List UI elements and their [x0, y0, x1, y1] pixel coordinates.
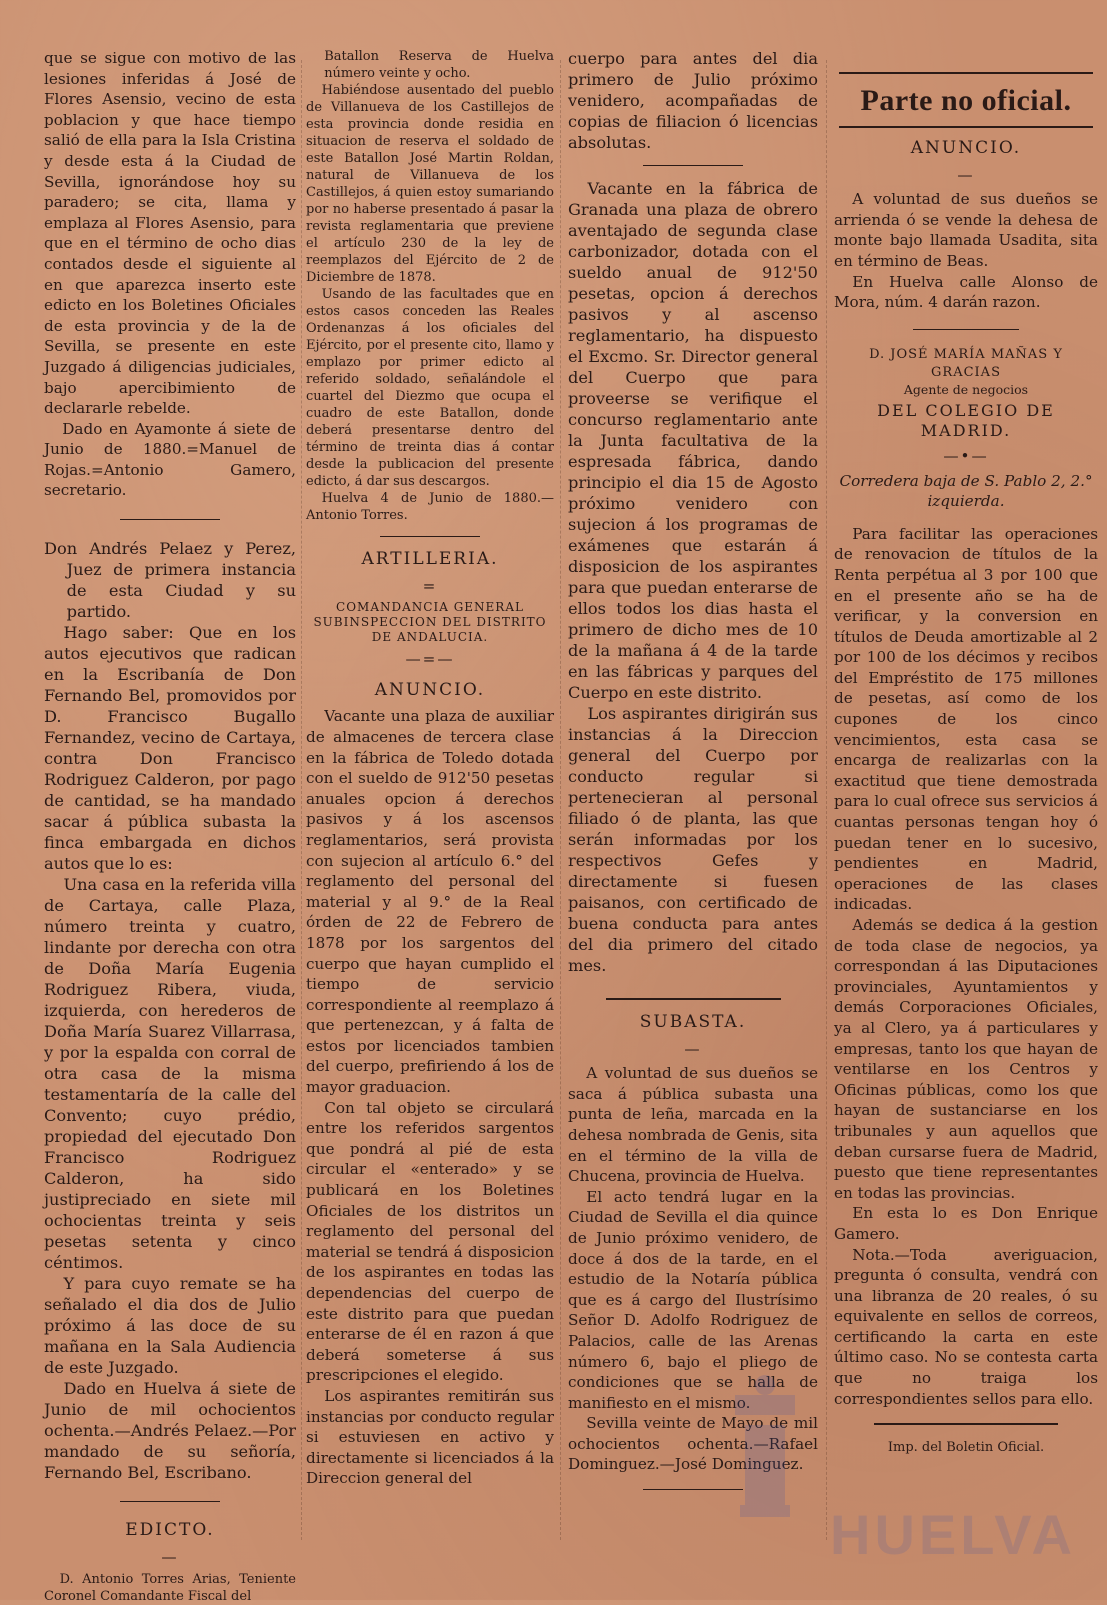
separator — [120, 1501, 221, 1502]
paragraph: El acto tendrá lugar en la Ciudad de Sevilla el dia quince de Junio próximo venidero, de doce á dos de la tarde, en el estudio de la Notaría pública que es á cargo del Ilustrísimo Señor D. Adolfo Rodriguez de Palacios, calle de las Arenas número 6, bajo el pliego de condiciones que se halla de manifiesto en el mismo. — [568, 1187, 818, 1412]
stamp-label: HUELVA — [830, 1503, 1076, 1566]
paragraph: que se sigue con motivo de las lesiones inferidas á José de Flores Asensio, vecino de esta poblacion y que hace tiempo salió de ella para la Isla Cristina y desde esta á la Ciudad de Sevilla, ignorándose hoy su paradero; se cita, llama y emplaza al Flores Asensio, para que en el término de ocho dias contados desde el siguiente al en que aparezca inserto este edicto en los Boletines Oficiales de esta provincia y de la de Sevilla, se presente en este Juzgado á diligencias judiciales, bajo apercibimiento de declararle rebelde. — [44, 49, 296, 418]
ornament: — — [161, 1547, 179, 1566]
ornament: — — [684, 1039, 702, 1058]
paragraph: En Huelva calle Alonso de Mora, núm. 4 darán razon. — [834, 272, 1098, 312]
paragraph: Usando de las facultades que en estos casos conceden las Reales Ordenanzas á los oficiales del Ejército, por el presente cito, llamo y emplazo por primer edicto al referido soldado, señalándole el cuartel del Diezmo que ocupa el cuadro de este Batallon, donde deberá presentarse dentro del término de treinta dias á contar desde la publicacion del presente edicto, á dar sus descargos. — [306, 287, 554, 489]
section-heading-subasta: SUBASTA. — [639, 1012, 747, 1032]
section-heading-artilleria: ARTILLERIA. — [361, 549, 499, 569]
imprint: Imp. del Boletin Oficial. — [887, 1440, 1045, 1456]
paragraph: En esta lo es Don Enrique Gamero. — [834, 1204, 1098, 1243]
separator — [839, 126, 1092, 128]
paragraph: Los aspirantes remitirán sus instancias por conducto regular si estuviesen en activo y directamente si licenciados á la Direccion general del — [306, 1386, 554, 1488]
section-heading-anuncio: ANUNCIO. — [374, 679, 486, 700]
paragraph: Habiéndose ausentado del pueblo de Villanueva de los Castillejos de esta provincia donde residia en situacion de reserva el soldado de este Batallon José Martin Roldan, natural de Villanueva de los Castillejos, á quien estoy sumariando por no haberse presentado á pasar la revista reglamentaria que previene el artículo 230 de la ley de reemplazos del Ejército de 2 de Diciembre de 1878. — [306, 83, 554, 285]
column-divider — [826, 60, 827, 1540]
paragraph: Nota.—Toda averiguacion, pregunta ó consulta, vendrá con una libranza de 20 reales, ó su equivalente en sellos de correos, certificando la carta en este último caso. No se contesta carta que no traiga los correspondientes sellos para ello. — [834, 1245, 1098, 1408]
separator — [913, 329, 1019, 330]
agent-name: D. JOSÉ MARÍA MAÑAS Y GRACIAS — [869, 346, 1063, 380]
subheading-comandancia: COMANDANCIA GENERAL SUBINSPECCION DEL DISTRITO DE ANDALUCIA. — [313, 600, 547, 645]
ornament: = — [422, 576, 438, 595]
paragraph: cuerpo para antes del dia primero de Julio próximo venidero, acompañadas de copias de filiacion ó licencias absolutas. — [568, 49, 818, 152]
paragraph: Dado en Huelva á siete de Junio de mil ochocientos ochenta.—Andrés Pelaez.—Por mandado de su señoría, Fernando Bel, Escribano. — [44, 1379, 296, 1483]
ornament: —•— — [943, 446, 989, 465]
paragraph: Huelva 4 de Junio de 1880.—Antonio Torres. — [306, 491, 554, 523]
judge-heading: Don Andrés Pelaez y Perez, Juez de primera instancia de esta Ciudad y su partido. — [44, 539, 296, 622]
section-heading-edicto: EDICTO. — [125, 1520, 215, 1541]
ornament: —=— — [405, 650, 455, 669]
paragraph: A voluntad de sus dueños se arrienda ó se vende la dehesa de monte bajo llamada Usadita, sita en término de Beas. — [834, 190, 1098, 270]
column-divider — [301, 60, 302, 1540]
paragraph: Para facilitar las operaciones de renovacion de títulos de la Renta perpétua al 3 por 100 que en el presente año se ha de verificar, y la conversion en títulos de Deuda amortizable al 2 por 100 de los décimos y recibos del Empréstito de 175 millones de pesetas, así como de los cupones de los cinco vencimientos, esta casa se encarga de realizarlas con la exactitud que tiene demostrada para lo cual ofrece sus servicios á cuantas personas tengan hoy ó puedan tener en lo sucesivo, pendientes en Madrid, operaciones de las clases indicadas. — [834, 524, 1098, 914]
paragraph: Hago saber: Que en los autos ejecutivos que radican en la Escribanía de Don Fernando Bel, promovidos por D. Francisco Bugallo Fernandez, vecino de Cartaya, contra Don Francisco Rodriguez Calderon, por pago de cantidad, se ha mandado sacar á pública subasta la finca embargada en dichos autos que lo es: — [44, 623, 296, 874]
paragraph: Vacante en la fábrica de Granada una plaza de obrero aventajado de segunda clase carbonizador, dotada con el sueldo anual de 912'50 pesetas, opcion á derechos pasivos y al ascenso reglamentario, ha dispuesto el Excmo. Sr. Director general del Cuerpo que para proveerse se verifique el concurso reglamentario ante la Junta facultativa de la espresada fábrica, dando principio el dia 15 de Agosto próximo venidero con sujecion á los programas de exámenes que estarán á disposicion de los aspirantes para que puedan enterarse de ellos todos los dias hasta el primero de dicho mes de 10 de la mañana á 4 de la tarde en las fábricas y parques del Cuerpo en este distrito. — [568, 179, 818, 702]
paragraph: D. Antonio Torres Arias, Teniente Coronel Comandante Fiscal del — [44, 1572, 296, 1605]
paragraph: Además se dedica á la gestion de toda clase de negocios, ya correspondan á las Diputaciones provinciales, Ayuntamientos y demás Corporaciones Oficiales, ya al Clero, ya á particulares y empresas, tanto los que hayan de ventilarse en los Centros y Oficinas públicas, como los que hayan de sustanciarse en los tribunales y aun aquellos que deban cursarse fuera de Madrid, puesto que tiene representantes en todas las provincias. — [834, 916, 1098, 1202]
column-2 — [306, 48, 554, 1489]
column-divider — [560, 60, 561, 1540]
section-title-parte-no-oficial: Parte no oficial. — [860, 84, 1072, 117]
section-heading-anuncio: ANUNCIO. — [910, 138, 1022, 158]
agent-address: Corredera baja de S. Pablo 2, 2.° izquierda. — [839, 471, 1093, 511]
paragraph: Los aspirantes dirigirán sus instancias á la Direccion general del Cuerpo por conducto regular si pertenecieran al personal filiado ó de planta, las que serán informadas por los respectivos Gefes y directamente si fuesen paisanos, con certificado de buena conducta para antes del dia primero del citado mes. — [568, 704, 818, 975]
paragraph: Batallon Reserva de Huelva número veinte y ocho. — [324, 49, 554, 81]
paragraph: Y para cuyo remate se ha señalado el dia dos de Julio próximo á las doce de su mañana en la Sala Audiencia de este Juzgado. — [44, 1274, 296, 1378]
college-name: DEL COLEGIO DE MADRID. — [877, 400, 1055, 441]
column-1 — [44, 48, 296, 1605]
separator — [643, 165, 743, 166]
paragraph: A voluntad de sus dueños se saca á pública subasta una punta de leña, marcada en la dehesa nombrada de Genis, sita en el término de la villa de Chucena, provincia de Huelva. — [568, 1064, 818, 1186]
column-4 — [834, 48, 1098, 1456]
separator — [606, 998, 781, 1000]
separator — [380, 536, 479, 537]
paragraph: Sevilla veinte de Mayo de mil ochocientos ochenta.—Rafael Dominguez.—José Dominguez. — [568, 1414, 818, 1474]
ornament: — — [957, 165, 975, 184]
paragraph: Vacante una plaza de auxiliar de almacenes de tercera clase en la fábrica de Toledo dotada con el sueldo de 912'50 pesetas anuales opcion á derechos pasivos y á los ascensos reglamentarios, será provista con sujecion al artículo 6.° del reglamento del personal del material y al 9.° de la Real órden de 22 de Febrero de 1878 por los sargentos del cuerpo que hayan cumplido el tiempo de servicio correspondiente al reemplazo á que pertenezcan, y á falta de estos por licenciados tambien del cuerpo, prefiriendo á los de mayor graduacion. — [306, 707, 554, 1097]
paragraph: Una casa en la referida villa de Cartaya, calle Plaza, número treinta y cuatro, lindante por derecha con otra de Doña María Eugenia Rodriguez Ribera, viuda, izquierda, con herederos de Doña María Suarez Villarrasa, y por la espalda con corral de otra casa de la misma testamentaría de la calle del Convento; cuyo prédio, propiedad del ejecutado Don Francisco Rodriguez Calderon, ha sido justipreciado en siete mil ochocientas treinta y seis pesetas setenta y cinco céntimos. — [44, 875, 296, 1273]
separator — [120, 519, 221, 520]
paragraph: Con tal objeto se circulará entre los referidos sargentos que pondrá al pié de esta circular el «enterado» y se publicará en los Boletines Oficiales de los distritos un reglamento del personal del material se tendrá á disposicion de los aspirantes en todas las dependencias del cuerpo de este distrito para que puedan enterarse de él en razon á que deberá someterse á sus prescripciones el elegido. — [306, 1098, 554, 1385]
agent-role: Agente de negocios — [903, 381, 1029, 397]
separator — [839, 72, 1092, 74]
paragraph: Dado en Ayamonte á siete de Junio de 1880.=Manuel de Rojas.=Antonio Gamero, secretario. — [44, 419, 296, 500]
column-3 — [568, 48, 818, 1504]
